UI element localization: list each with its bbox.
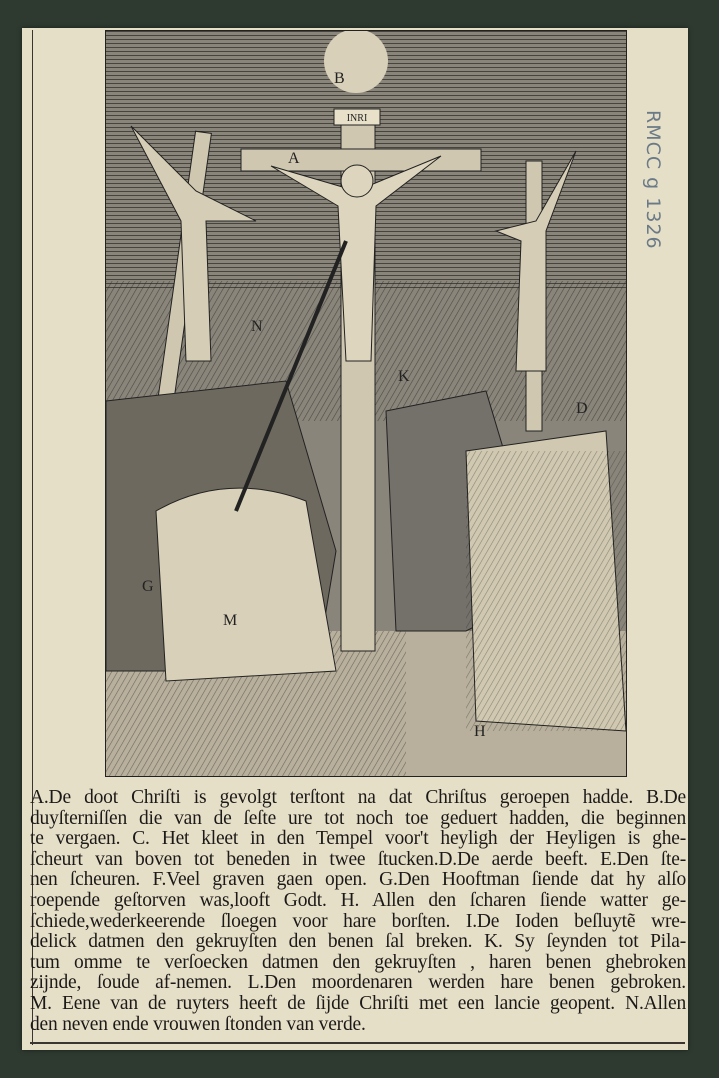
caption-line: duyſterniſſen die van de ſeſte ure tot noch toe geduert hadden, die beginnen: [30, 808, 686, 829]
svg-text:D: D: [576, 400, 588, 417]
handwritten-shelfmark: RMCC g 1326: [642, 110, 664, 250]
svg-text:G: G: [142, 578, 154, 595]
caption-line: nen ſcheuren. F.Veel graven gaen open. G.Den Hooftman ſiende dat hy alſo: [30, 870, 686, 891]
caption-line: delick datmen den gekruyſten den benen ſal breken. K. Sy ſeynden tot Pila-: [30, 932, 686, 953]
svg-text:H: H: [474, 723, 486, 740]
caption-line: tum omme te verſoecken datmen den gekruyſten , haren benen ghebroken: [30, 952, 686, 973]
caption-line: A.De doot Chriſti is gevolgt terſtont na dat Chriſtus geroepen hadde. B.De: [30, 788, 686, 808]
caption-line: roepende geſtorven was,looft Godt. H. Allen den ſcharen ſiende watter ge-: [30, 890, 686, 911]
caption-line: zijnde, ſoude af-nemen. L.Den moordenaren werden hare benen gebroken.: [30, 973, 686, 994]
svg-text:A: A: [288, 150, 300, 167]
svg-text:K: K: [398, 368, 410, 385]
caption-line: te vergaen. C. Het kleet in den Tempel voor't heyligh der Heyligen is ghe-: [30, 829, 686, 850]
svg-text:B: B: [334, 70, 345, 87]
border-rule: [30, 1042, 685, 1044]
caption-line: ſchiede,wederkeerende ſloegen voor hare borſten. I.De Ioden beſluytẽ wre-: [30, 911, 686, 932]
caption-line: ſcheurt van boven tot beneden in twee ſtucken.D.De aerde beeft. E.Den ſte-: [30, 849, 686, 870]
inri-plaque: INRI: [346, 113, 368, 124]
crucifixion-engraving: [105, 30, 627, 777]
caption-line: M. Eene van de ruyters heeft de ſijde Chriſti met een lancie geopent. N.Allen: [30, 993, 686, 1014]
caption-line: den neven ende vrouwen ſtonden van verde.: [30, 1014, 366, 1035]
svg-text:N: N: [251, 318, 263, 335]
caption-text: [30, 788, 686, 1035]
svg-text:M: M: [223, 612, 238, 629]
